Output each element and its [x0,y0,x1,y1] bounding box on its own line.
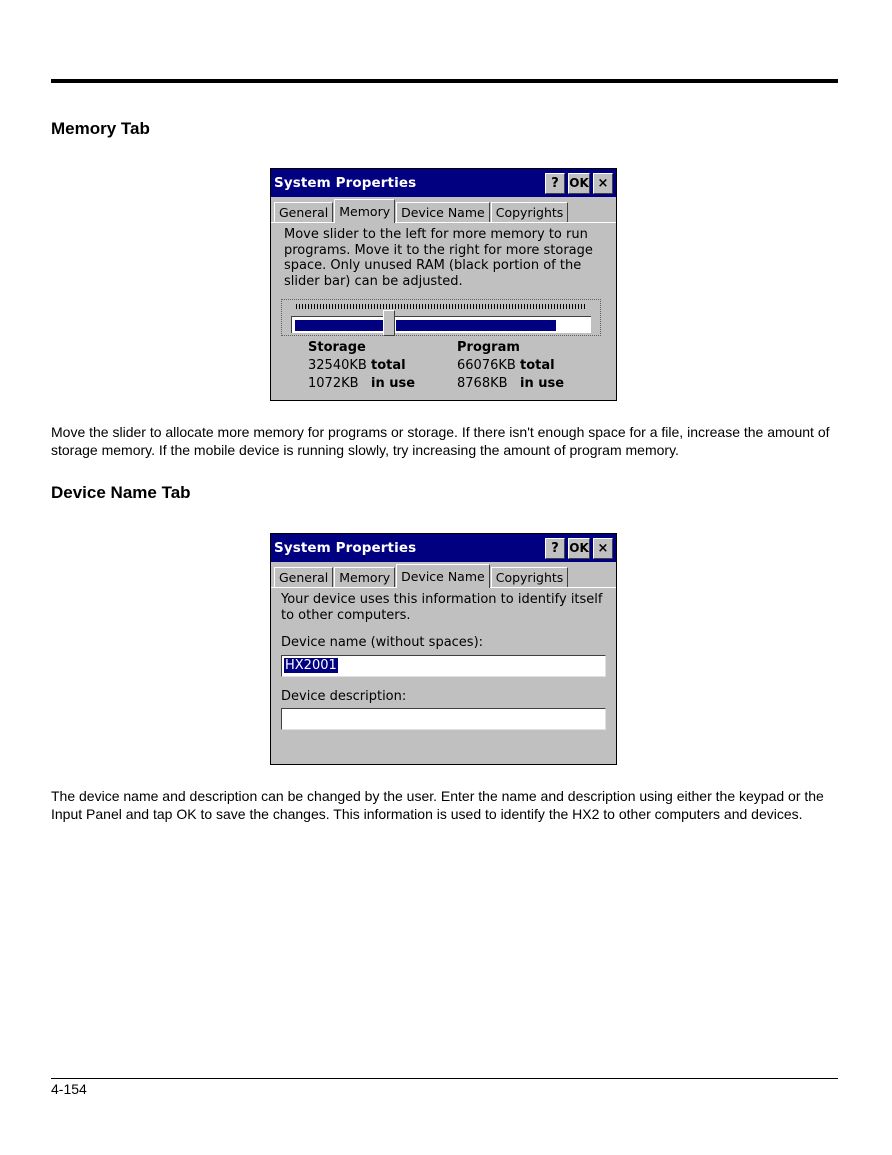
system-properties-dialog-device-name [270,533,617,765]
slider-ticks [296,304,586,309]
program-inuse-value: 8768KB [457,376,508,391]
memory-instructions: Move slider to the left for more memory to run programs. Move it to the right for more storage space. Only unused RAM (black portion of the slider bar) can be adjusted. [284,227,593,289]
tab-memory[interactable]: Memory [334,199,395,223]
page-number: 4-154 [51,1081,87,1097]
storage-total-value: 32540KB [308,358,367,373]
slider-fill-program [396,320,556,331]
tab-copyrights[interactable]: Copyrights [491,567,569,587]
ok-button[interactable]: OK [568,173,590,194]
close-button[interactable]: × [593,173,613,194]
device-description-label: Device description: [281,688,407,704]
tab-device-name[interactable]: Device Name [396,202,490,222]
device-name-tab-heading: Device Name Tab [51,483,191,502]
storage-heading: Storage [308,340,366,355]
storage-column [308,339,457,393]
program-inuse-label: in use [520,376,565,391]
device-name-value: HX2001 [285,657,337,673]
device-name-label: Device name (without spaces): [281,635,484,650]
help-button[interactable]: ? [545,173,565,194]
slider-fill-storage [295,320,384,331]
dialog-titlebar [271,169,616,197]
memory-tab-heading: Memory Tab [51,119,150,138]
tab-strip [271,197,616,223]
device-name-input[interactable] [281,655,606,677]
help-button[interactable]: ? [545,538,565,559]
dialog-title: System Properties [274,540,417,556]
tab-general[interactable]: General [274,202,333,222]
tab-general[interactable]: General [274,567,333,587]
program-column [457,339,606,393]
tab-copyrights[interactable]: Copyrights [491,202,569,222]
dialog-title: System Properties [274,175,417,191]
program-total-label: total [520,358,555,373]
device-description-input[interactable] [281,708,606,730]
tab-device-name[interactable]: Device Name [396,564,490,588]
memory-slider[interactable] [281,299,601,336]
dialog-titlebar [271,534,616,562]
slider-track [291,316,591,333]
tab-memory[interactable]: Memory [334,567,395,587]
program-heading: Program [457,340,520,355]
memory-stats [284,339,606,393]
header-rule [51,79,838,83]
device-name-instructions: Your device uses this information to identify itself to other computers. [281,592,603,623]
storage-inuse-value: 1072KB [308,376,359,391]
program-total-value: 66076KB [457,358,516,373]
storage-total-label: total [371,358,406,373]
tab-strip [271,562,616,588]
storage-inuse-label: in use [371,376,416,391]
close-button[interactable]: × [593,538,613,559]
system-properties-dialog-memory [270,168,617,401]
footer-rule [51,1078,838,1079]
ok-button[interactable]: OK [568,538,590,559]
device-name-tab-paragraph: The device name and description can be changed by the user. Enter the name and description using either the keypad or the Input Panel and tap OK to save the changes. This information is used to identify the HX2 to other computers and devices. [51,788,824,822]
memory-tab-paragraph: Move the slider to allocate more memory for programs or storage. If there isn't enough space for a file, increase the amount of storage memory. If the mobile device is running slowly, try increasing the amount of program memory. [51,424,830,458]
slider-thumb[interactable] [383,310,395,336]
